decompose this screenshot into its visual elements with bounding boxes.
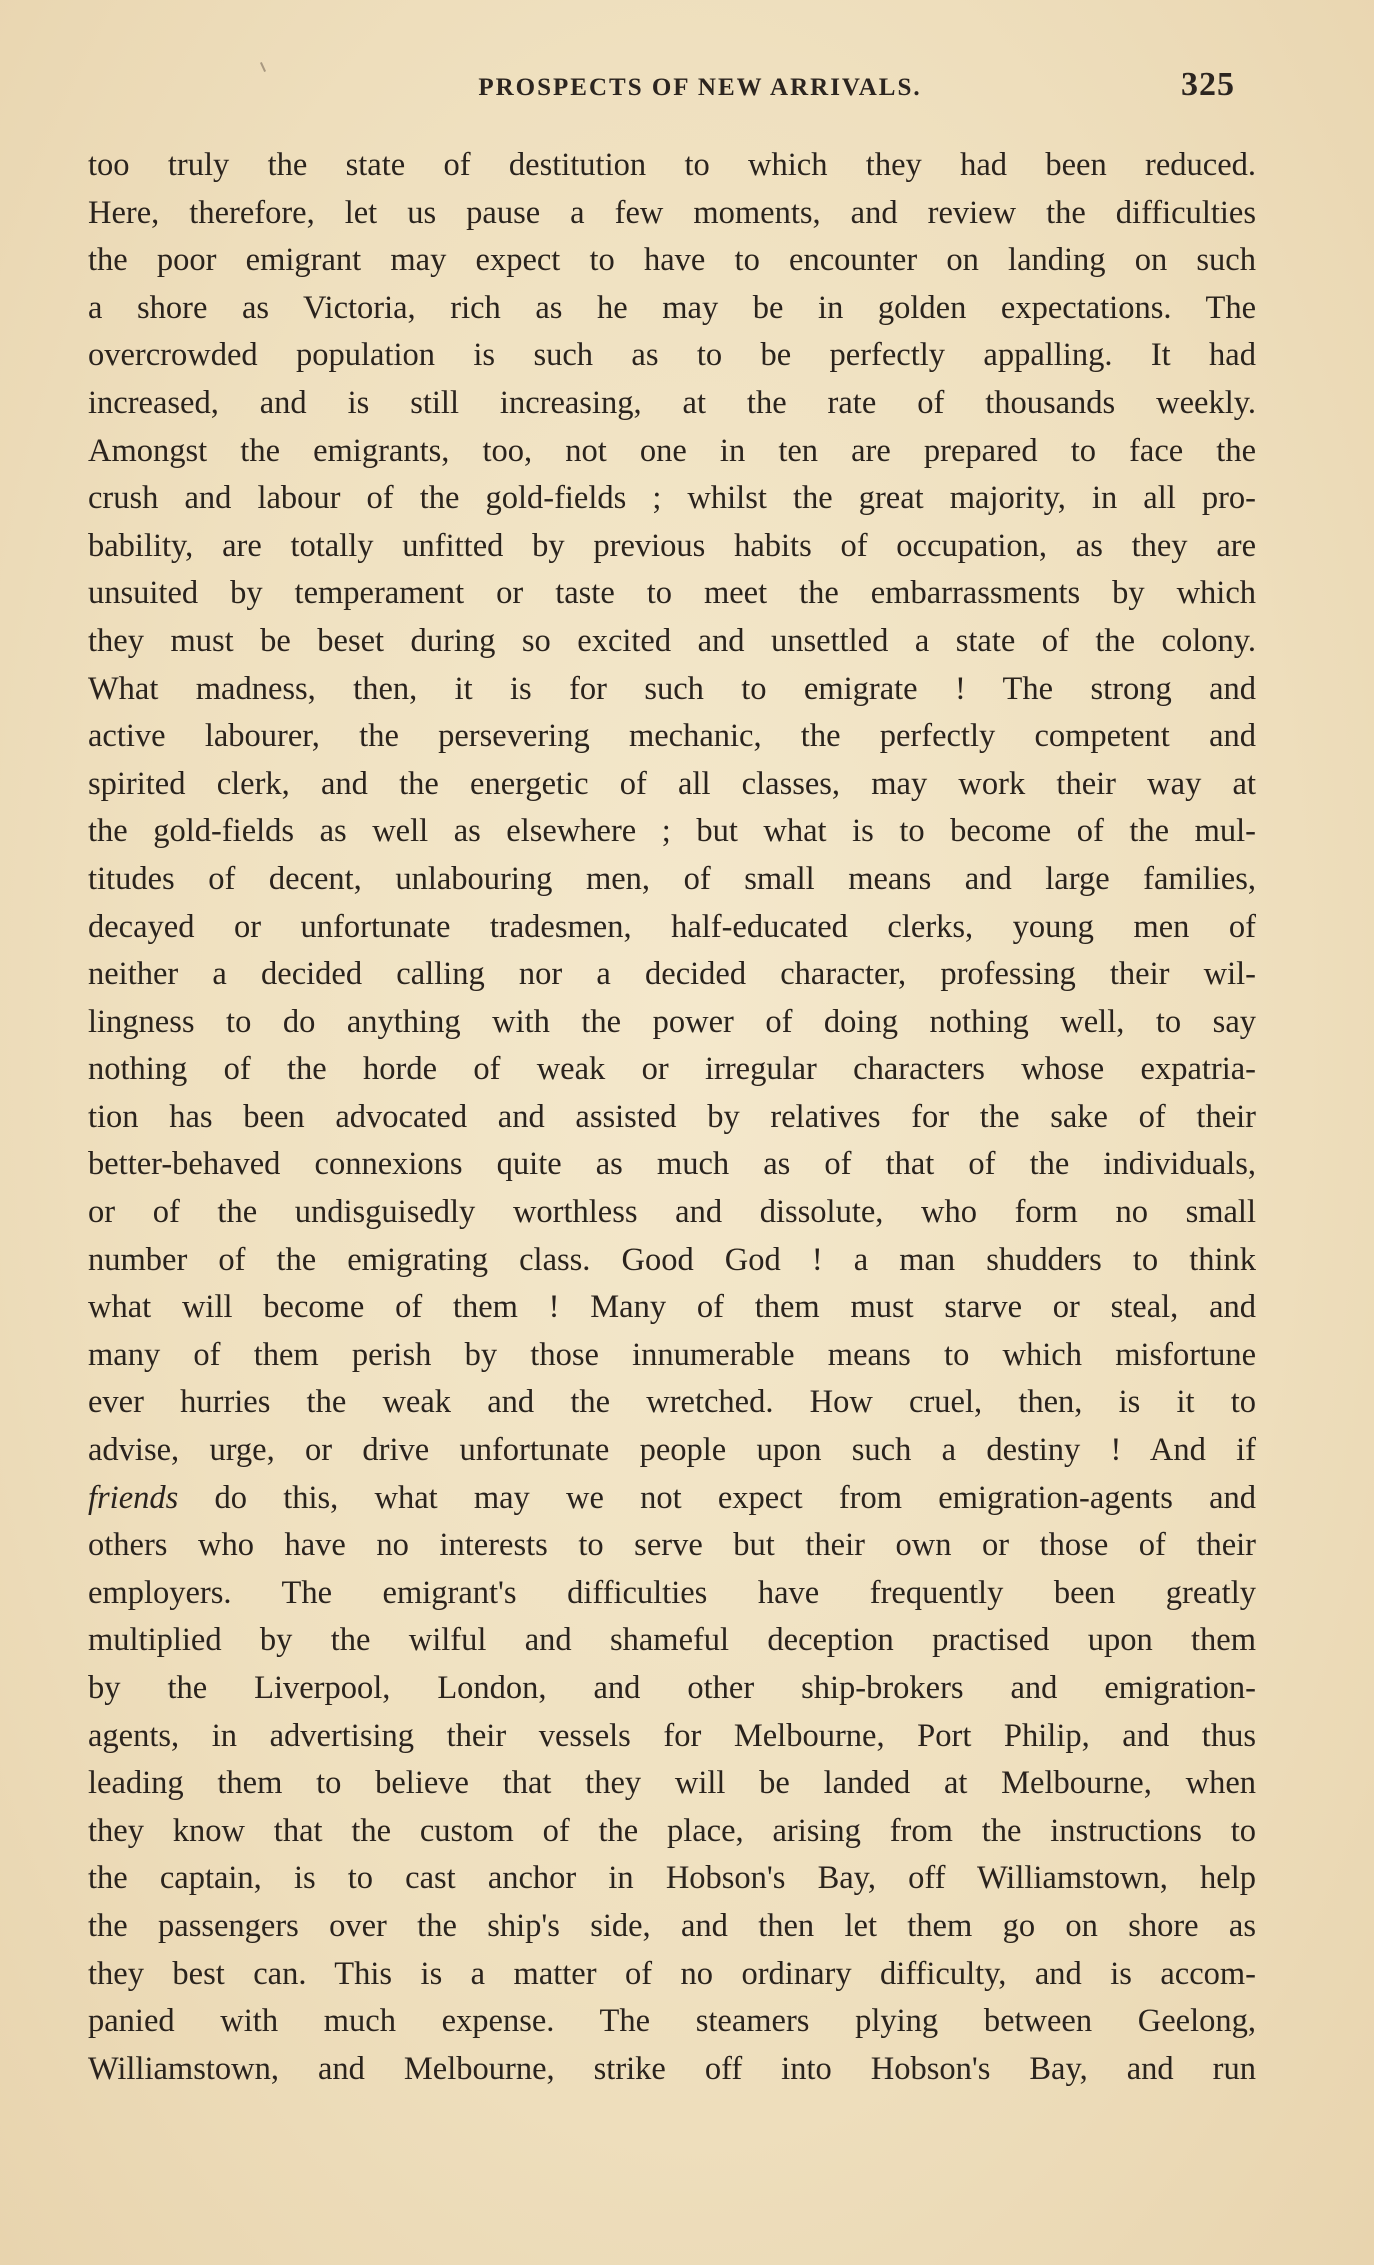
text-line-remainder: do this, what may we not expect from emigration-agents and <box>214 1479 1256 1516</box>
text-line: Here, therefore, let us pause a few moments, and review the difficulties <box>88 194 1256 231</box>
text-line: number of the emigrating class. Good God ! a man shudders to think <box>88 1241 1256 1278</box>
text-line: unsuited by temperament or taste to meet the embarrassments by which <box>88 575 1256 612</box>
text-line: the passengers over the ship's side, and then let them go on shore as <box>88 1907 1256 1944</box>
text-line: they best can. This is a matter of no ordinary difficulty, and is accom- <box>88 1955 1256 1992</box>
text-line: they know that the custom of the place, arising from the instructions to <box>88 1812 1256 1849</box>
text-line: the gold-fields as well as elsewhere ; but what is to become of the mul- <box>88 813 1256 850</box>
italic-word: friends <box>88 1479 179 1516</box>
page-number: 325 <box>1181 66 1235 103</box>
text-line: employers. The emigrant's difficulties have frequently been greatly <box>88 1574 1256 1611</box>
text-line: bability, are totally unfitted by previous habits of occupation, as they are <box>88 527 1256 564</box>
text-line-with-italic <box>88 1475 1256 1523</box>
text-line: multiplied by the wilful and shameful deception practised upon them <box>88 1622 1256 1659</box>
text-line: What madness, then, it is for such to emigrate ! The strong and <box>88 670 1256 707</box>
text-line: better-behaved connexions quite as much as of that of the individuals, <box>88 1146 1256 1183</box>
text-line: agents, in advertising their vessels for Melbourne, Port Philip, and thus <box>88 1717 1256 1754</box>
text-line: active labourer, the persevering mechanic, the perfectly competent and <box>88 718 1256 755</box>
text-line: overcrowded population is such as to be perfectly appalling. It had <box>88 337 1256 374</box>
text-line: ever hurries the weak and the wretched. How cruel, then, is it to <box>88 1384 1256 1421</box>
text-line: a shore as Victoria, rich as he may be in golden expectations. The <box>88 289 1256 326</box>
text-line: too truly the state of destitution to which they had been reduced. <box>88 147 1256 183</box>
text-line: others who have no interests to serve but their own or those of their <box>88 1527 1256 1564</box>
text-line: titudes of decent, unlabouring men, of small means and large families, <box>88 860 1256 897</box>
running-title: PROSPECTS OF NEW ARRIVALS. <box>478 74 922 101</box>
page-header <box>90 66 1250 110</box>
text-line: Williamstown, and Melbourne, strike off into Hobson's Bay, and run <box>88 2050 1256 2087</box>
text-line: spirited clerk, and the energetic of all classes, may work their way at <box>88 765 1256 802</box>
text-line: lingness to do anything with the power of doing nothing well, to say <box>88 1003 1256 1040</box>
text-line: panied with much expense. The steamers plying between Geelong, <box>88 2003 1256 2040</box>
body-text <box>88 142 1256 2093</box>
text-line: leading them to believe that they will be landed at Melbourne, when <box>88 1765 1256 1802</box>
text-line: crush and labour of the gold-fields ; whilst the great majority, in all pro- <box>88 480 1256 517</box>
text-line: nothing of the horde of weak or irregular characters whose expatria- <box>88 1051 1256 1088</box>
text-line: decayed or unfortunate tradesmen, half-educated clerks, young men of <box>88 908 1256 945</box>
text-line: Amongst the emigrants, too, not one in ten are prepared to face the <box>88 432 1256 469</box>
text-line: what will become of them ! Many of them must starve or steal, and <box>88 1289 1256 1326</box>
text-line: increased, and is still increasing, at the rate of thousands weekly. <box>88 384 1256 421</box>
text-line: by the Liverpool, London, and other ship-brokers and emigration- <box>88 1670 1256 1706</box>
text-line: the captain, is to cast anchor in Hobson's Bay, off Williamstown, help <box>88 1860 1256 1897</box>
text-line: many of them perish by those innumerable means to which misfortune <box>88 1336 1256 1373</box>
text-line: tion has been advocated and assisted by relatives for the sake of their <box>88 1098 1256 1135</box>
text-line: they must be beset during so excited and unsettled a state of the colony. <box>88 622 1256 659</box>
text-line: the poor emigrant may expect to have to encounter on landing on such <box>88 242 1256 279</box>
text-line: or of the undisguisedly worthless and dissolute, who form no small <box>88 1194 1256 1231</box>
text-line: advise, urge, or drive unfortunate people upon such a destiny ! And if <box>88 1432 1256 1469</box>
text-line: neither a decided calling nor a decided character, professing their wil- <box>88 956 1256 993</box>
